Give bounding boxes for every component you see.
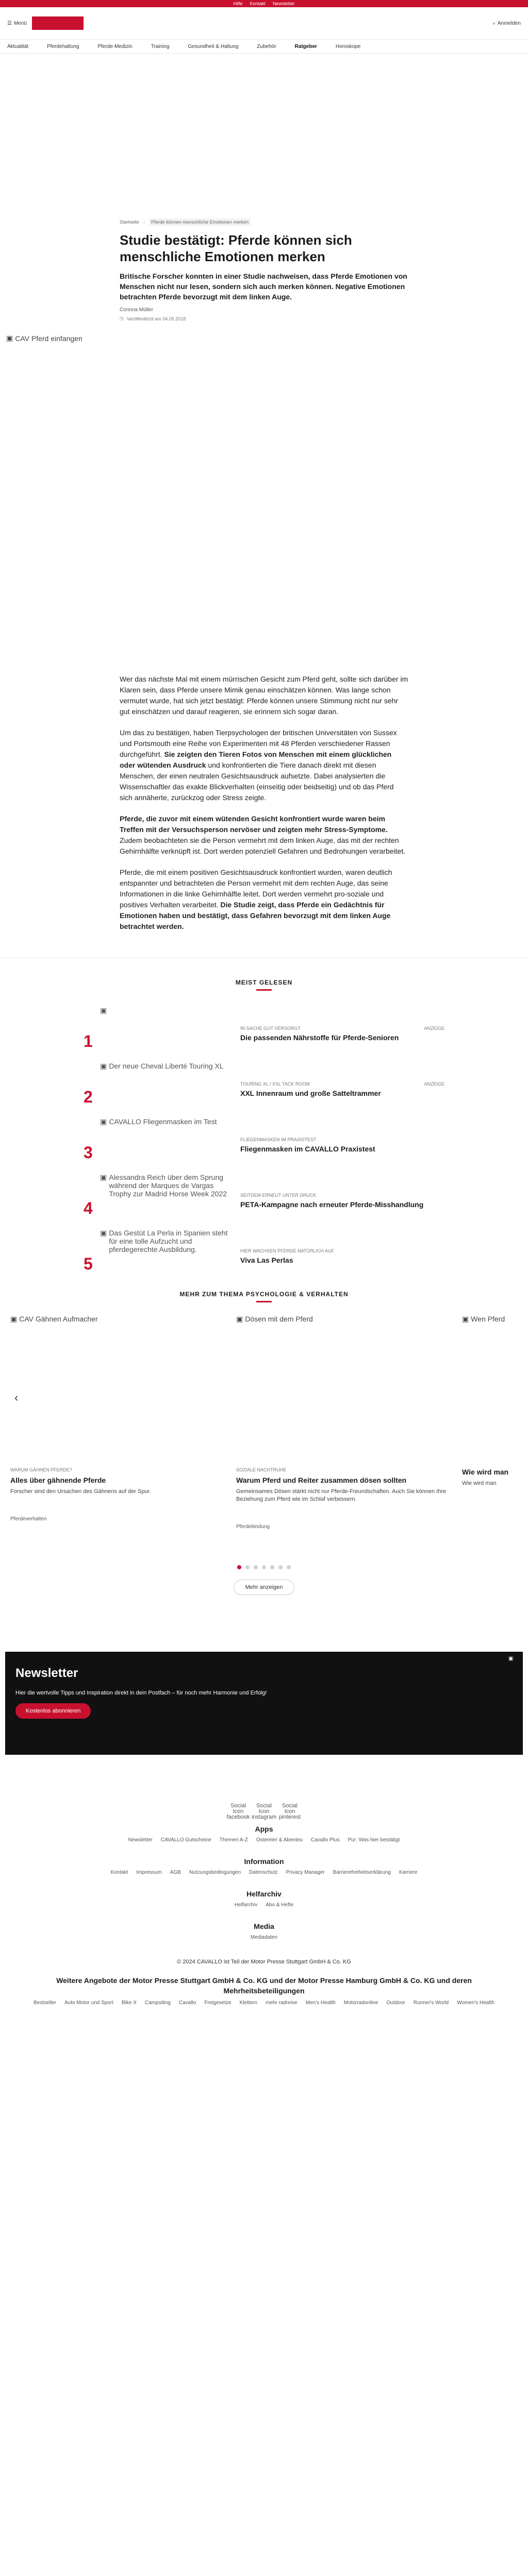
brand-link[interactable]: Women's Health [457, 2000, 494, 2006]
brand-link[interactable]: Motorradonline [343, 2000, 378, 2006]
card-image-alt: Dösen mit dem Pferd [245, 1315, 313, 1323]
nav-item-pferde-medizin[interactable]: Pferde-Medizin [97, 43, 133, 49]
card-image [10, 1315, 226, 1459]
footer-media [0, 1922, 528, 1940]
footer-link[interactable]: Themen A-Z [219, 1837, 248, 1843]
most-read-image [100, 1173, 234, 1213]
most-read-image [100, 1062, 234, 1102]
footer-link-impressum[interactable]: Impressum [136, 1870, 162, 1875]
article-body [120, 653, 408, 932]
carousel-dot[interactable] [287, 1565, 291, 1569]
nav-item-aktualitaet[interactable]: Aktualität [7, 43, 29, 49]
footer-link-agb[interactable]: AGB [170, 1870, 181, 1875]
card-image-alt: Wen Pferd [471, 1315, 505, 1323]
topic-card-2[interactable] [236, 1315, 452, 1557]
footer-information-title: Information [244, 1857, 284, 1866]
brand-link[interactable]: Bike X [122, 2000, 137, 2006]
broken-image-icon: ▣ [100, 1117, 107, 1126]
copyright: © 2024 CAVALLO ist Teil der Motor Presse Stuttgart GmbH & Co. KG [177, 1959, 351, 1965]
top-bar [0, 0, 528, 7]
broken-image-icon: ▣ [236, 1315, 243, 1323]
most-read-headline[interactable]: Fliegenmasken im CAVALLO Praxistest [240, 1145, 375, 1153]
article-date: Veröffentlicht am 04.05.2018 [126, 316, 186, 321]
breadcrumb [120, 218, 408, 226]
more-topic-title: MEHR ZUM THEMA PSYCHOLOGIE & VERHALTEN [179, 1291, 349, 1298]
nav-item-horoskope[interactable]: Horoskope [335, 43, 361, 49]
card-category: WARUM GÄHNEN PFERDE? [10, 1467, 72, 1472]
brand-link[interactable]: mehr radreise [266, 2000, 298, 2006]
most-read-category: TOURING XL / XXL TACK ROOM [240, 1081, 310, 1087]
most-read-number: 5 [84, 1255, 93, 1273]
footer-apps-title: Apps [255, 1825, 273, 1833]
card-title[interactable]: Wie wird man [462, 1468, 509, 1476]
topic-card-1[interactable] [10, 1315, 226, 1557]
article-paragraph-4: Pferde, die mit einem positiven Gesichtsausdruck konfrontiert wurden, waren deutlich entspannter und betrachteten die Person vermehrt mit dem rechten Auge, das seine Informationen in die linke Gehirnhälfte leitet. Dort werden vermehrt pro-soziale und positives Verhalten verarbeitet. Die Studie zeigt, dass Pferde ein Gedächtnis für Emotionen haben und bestätigt, dass Gefahren bevorzugt mit dem linken Auge betrachtet werden. [120, 868, 392, 930]
nav-item-ratgeber[interactable]: Ratgeber [294, 43, 317, 49]
footer-link[interactable]: Ostereier & Abenteu [256, 1837, 303, 1843]
most-read-headline[interactable]: Die passenden Nährstoffe für Pferde-Senioren [240, 1033, 399, 1042]
carousel-prev-arrow-icon[interactable]: ‹ [14, 1391, 19, 1404]
more-topic-section [0, 1291, 528, 1595]
footer-link[interactable]: Newsletter [128, 1837, 153, 1843]
brand-link[interactable]: Cavallo [178, 2000, 196, 2006]
card-description: Gemeinsames Dösen stärkt nicht nur Pferde-Freundschaften. Auch Sie können Ihre Beziehung zum Pferd wie im Schlaf verbessern. [236, 1488, 447, 1502]
most-read-title: MEIST GELESEN [235, 979, 293, 986]
most-read-image-alt: Das Gestüt La Perla in Spanien steht für eine tolle Aufzucht und pferdegerechte Ausbildung. [109, 1229, 228, 1253]
most-read-item-4[interactable] [84, 1173, 444, 1217]
article-header [120, 54, 408, 321]
most-read-number: 3 [84, 1143, 93, 1162]
brand-link[interactable]: Klettern [239, 2000, 258, 2006]
broken-image-icon: ▣ [6, 334, 13, 342]
most-read-image [100, 1117, 234, 1158]
cavallo-logo[interactable] [32, 16, 84, 30]
breadcrumb-separator: › [143, 219, 145, 225]
most-read-image-alt: CAVALLO Fliegenmasken im Test [109, 1117, 217, 1126]
nav-item-gesundheit[interactable]: Gesundheit & Haltung [188, 43, 239, 49]
carousel-dot[interactable] [278, 1565, 283, 1569]
card-image [462, 1315, 528, 1459]
nav-item-training[interactable]: Training [151, 43, 170, 49]
topic-card-3[interactable] [462, 1315, 528, 1557]
carousel-pagination [0, 1565, 528, 1569]
footer-archive-title: Helfarchiv [246, 1890, 282, 1898]
card-image-alt: CAV Gähnen Aufmacher [19, 1315, 98, 1323]
most-read-image-alt: Der neue Cheval Liberté Touring XL [109, 1062, 224, 1070]
ad-badge: ANZEIGE [424, 1081, 444, 1087]
footer-link[interactable]: Pur: Was hier bestätigt [348, 1837, 400, 1843]
card-description: Wie wird man [462, 1480, 497, 1486]
broken-image-icon: ▣ [462, 1315, 469, 1323]
card-image [236, 1315, 452, 1459]
site-header [0, 7, 528, 39]
article-author[interactable]: Corinna Müller [120, 307, 154, 313]
most-read-item-5[interactable] [84, 1229, 444, 1273]
footer-link-mediadaten[interactable]: Mediadaten [250, 1935, 278, 1940]
topic-carousel [0, 1315, 528, 1557]
card-description: Forscher sind den Ursachen des Gähnens auf der Spur. [10, 1488, 151, 1495]
most-read-number: 1 [84, 1032, 93, 1050]
most-read-item-1[interactable] [84, 1006, 444, 1050]
card-category: SOZIALE NACHTRUHE [236, 1467, 287, 1472]
most-read-category: SEITDEM ERNEUT UNTER DRUCK [240, 1193, 317, 1198]
instagram-icon[interactable]: Social Icon instagram [251, 1803, 277, 1820]
footer-link-privacy[interactable]: Privacy Manager [286, 1870, 325, 1875]
article-lead: Britische Forscher konnten in einer Studie nachweisen, dass Pferde Emotionen von Menschen nicht nur lesen, sondern sich auch merken können. Negative Emotionen betrachten Pferde bevorzugt mit dem linken Auge. [120, 272, 407, 301]
hero-image-alt: CAV Pferd einfangen [15, 334, 82, 343]
most-read-image [100, 1006, 234, 1046]
broken-image-icon: ▣ [508, 1656, 514, 1662]
broken-image-icon: ▣ [100, 1173, 107, 1181]
most-read-item-2[interactable] [84, 1062, 444, 1106]
most-read-category: IN SACHE GUT VERSORGT [240, 1026, 301, 1031]
clock-icon: ◷ [120, 316, 124, 321]
footer-link-barrierefreiheit[interactable]: Barrierefreiheitserklärung [333, 1870, 391, 1875]
card-tag[interactable]: Pferdeverhalten [10, 1516, 47, 1522]
nav-item-zubehoer[interactable]: Zubehör [257, 43, 276, 49]
most-read-item-3[interactable] [84, 1117, 444, 1162]
nav-item-pferdehaltung[interactable]: Pferdehaltung [47, 43, 79, 49]
footer-link[interactable]: Abo & Hefte [266, 1902, 294, 1908]
footer-link[interactable]: Helfarchiv [234, 1902, 258, 1908]
footer-link-karriere[interactable]: Karriere [399, 1870, 418, 1875]
footer-link-nutzung[interactable]: Nutzungsbedingungen [189, 1870, 241, 1875]
article-paragraph-2: Um das zu bestätigen, haben Tierpsychologen der britischen Universitäten von Sussex und Portsmouth eine Reihe von Experimenten mit 48 Pferden verschiedener Rassen durchgeführt. Sie zeigten den Tieren Fotos von Menschen mit einem glücklichen oder wütenden Ausdruck und konfrontierten die Tiere danach direkt mit diesen Menschen, der einen neutralen Gesichtsausdruck aufsetzte. Dabei analysierten die Wissenschaftler das exakte Blickverhalten (einseitig oder beidseitig) und ob das Pferd sich annäherte, zurückzog oder Stress zeigte. [120, 728, 397, 802]
most-read-number: 4 [84, 1199, 93, 1217]
brand-link[interactable]: Runner's World [413, 2000, 449, 2006]
hamburger-icon: ☰ [7, 20, 12, 26]
main-nav [0, 39, 528, 54]
footer-link[interactable]: CAVALLO Gutscheine [160, 1837, 211, 1843]
footer-archive [0, 1890, 528, 1908]
most-read-category: FLIEGENMASKEN IM PRAXISTEST [240, 1137, 317, 1142]
menu-button[interactable] [7, 21, 27, 26]
brand-link[interactable]: Outdoor [386, 2000, 405, 2006]
most-read-headline[interactable]: PETA-Kampagne nach erneuter Pferde-Misshandlung [240, 1200, 424, 1209]
footer-apps [0, 1825, 528, 1843]
newsletter-banner [5, 1652, 523, 1755]
card-tag[interactable]: Pferdebindung [236, 1524, 270, 1530]
broken-image-icon: ▣ [10, 1315, 18, 1323]
newsletter-title: Newsletter [15, 1666, 78, 1680]
footer-link-datenschutz[interactable]: Datenschutz [249, 1870, 278, 1875]
login-link[interactable]: Anmelden [497, 20, 521, 26]
newsletter-subtitle: Hier die wertvolle Tipps und Inspiration direkt in dein Postfach – für noch mehr Harmonie und Erfolg! [15, 1690, 267, 1696]
card-title[interactable]: Alles über gähnende Pferde [10, 1476, 106, 1484]
broken-image-icon: ▣ [100, 1062, 107, 1070]
social-links [0, 1803, 528, 1822]
article-title: Studie bestätigt: Pferde können sich menschliche Emotionen merken [120, 232, 352, 264]
brand-link[interactable]: Auto Motor und Sport [64, 2000, 114, 2006]
brand-link[interactable]: Men's Health [305, 2000, 336, 2006]
most-read-image [100, 1229, 234, 1269]
footer-link[interactable]: Cavallo Plus [310, 1837, 340, 1843]
breadcrumb-current: Pferde können menschliche Emotionen merken [149, 218, 251, 226]
most-read-headline[interactable]: Viva Las Perlas [240, 1256, 293, 1264]
brand-links [16, 2000, 512, 2006]
article-paragraph-1: Wer das nächste Mal mit einem mürrischen Gesicht zum Pferd geht, sollte sich darüber im Klaren sein, dass Pferde unsere Mimik genau einschätzen können. Was lange schon vermutet wurde, hat sich jetzt bestätigt: Pferde können unsere Stimmung nicht nur sehr gut einschätzen und darauf reagieren, sie erinnern sich sogar daran. [120, 675, 408, 716]
newsletter-subscribe-button[interactable]: Kostenlos abonnieren [15, 1703, 91, 1719]
footer-link-kontakt[interactable]: Kontakt [110, 1870, 128, 1875]
most-read-category: HIER WACHSEN PFERDE NATÜRLICH AUF [240, 1248, 335, 1253]
topbar-link-contact[interactable]: Kontakt [250, 1, 266, 6]
more-topic-underline [256, 1301, 272, 1302]
facebook-icon[interactable]: Social Icon facebook [226, 1803, 250, 1820]
most-read-list [84, 1006, 444, 1273]
menu-label: Menü [13, 20, 27, 26]
topbar-link-help[interactable]: Hilfe [233, 1, 243, 6]
footer-information [0, 1857, 528, 1875]
breadcrumb-home[interactable]: Startseite [120, 219, 140, 225]
article-paragraph-3: Pferde, die zuvor mit einem wütenden Gesicht konfrontiert wurde waren beim Treffen mit der Versuchsperson nervöser und zeigten mehr Stress-Symptome. Zudem beobachteten sie die Person vermehrt mit dem linken Auge, das mit der rechten Gehirnhälfte verknüpft ist. Dort werden potenziell Gefahren und Bedrohungen verarbeitet. [120, 815, 406, 855]
search-icon[interactable]: ⌕ [492, 20, 496, 26]
brand-link[interactable]: Campsiting [144, 2000, 171, 2006]
more-offers-title: Weitere Angebote der Motor Presse Stuttgart GmbH & Co. KG und der Motor Presse Hamburg GmbH & Co. KG und deren Mehrheitsbeteiligungen [56, 1976, 472, 1995]
topbar-link-newsletter[interactable]: Newsletter [273, 1, 295, 6]
carousel-dot[interactable] [254, 1565, 258, 1569]
most-read-image-alt: Alessandra Reich über dem Sprung während der Marques de Vargas Trophy zur Madrid Horse Week 2022 [109, 1173, 227, 1198]
broken-image-icon: ▣ [100, 1229, 107, 1237]
most-read-number: 2 [84, 1088, 93, 1106]
carousel-dot[interactable] [270, 1565, 274, 1569]
brand-link[interactable]: Freigesetze [204, 2000, 232, 2006]
show-more-button[interactable]: Mehr anzeigen [234, 1580, 295, 1595]
most-read-headline[interactable]: XXL Innenraum und große Satteltrammer [240, 1089, 381, 1097]
carousel-dot[interactable] [237, 1565, 241, 1569]
pinterest-icon[interactable]: Social Icon pinterest [278, 1803, 301, 1820]
footer-media-title: Media [254, 1922, 274, 1930]
ad-badge: ANZEIGE [424, 1026, 444, 1031]
hero-image [6, 334, 522, 653]
card-title[interactable]: Warum Pferd und Reiter zusammen dösen sollten [236, 1476, 407, 1484]
brand-link[interactable]: Bestseller [34, 2000, 56, 2006]
most-read-underline [256, 989, 272, 991]
carousel-dot[interactable] [262, 1565, 266, 1569]
carousel-dot[interactable] [245, 1565, 250, 1569]
broken-image-icon: ▣ [100, 1006, 107, 1014]
